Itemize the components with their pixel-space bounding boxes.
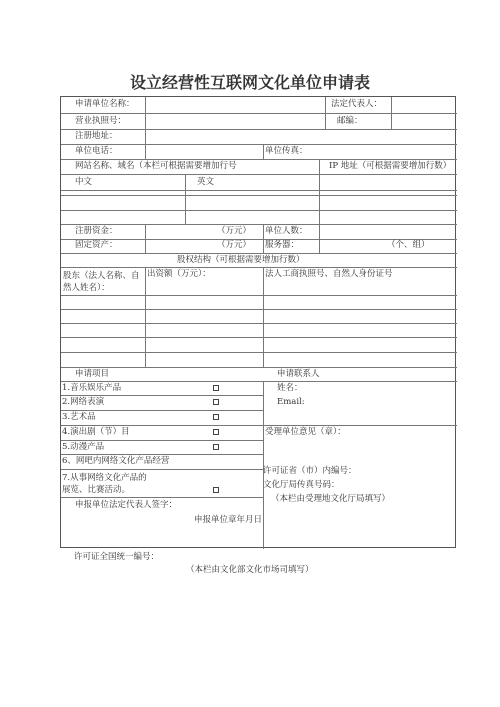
ip-label: IP 地址（可根据需要增加行数） — [329, 161, 452, 171]
shareholder-label-line1: 股东（法人名称、自 — [63, 271, 140, 281]
fill-note: （本栏由受理地文化厅局填写） — [271, 494, 391, 504]
project-item-7-line1: 7.从事网络文化产品的 — [62, 473, 147, 483]
col-divider — [319, 159, 320, 224]
col-divider — [145, 97, 146, 113]
footer-note: （本栏由文化部文化市场司填写） — [186, 565, 314, 575]
row-divider — [61, 190, 457, 191]
col-divider — [319, 224, 320, 253]
server-label: 服务器： — [265, 240, 300, 250]
project-checkbox[interactable] — [213, 429, 219, 435]
contact-email-label: Email: — [277, 397, 305, 407]
col-divider — [145, 224, 146, 253]
row-divider — [61, 144, 457, 145]
english-col-label: 英文 — [197, 177, 215, 187]
row-divider — [61, 497, 263, 498]
signature-label: 申报单位法定代表人签字： — [75, 500, 178, 510]
project-checkbox[interactable] — [213, 414, 219, 420]
contact-header: 申请联系人 — [277, 369, 320, 379]
row-divider — [61, 410, 263, 411]
reg-address-label: 注册地址： — [75, 131, 118, 141]
project-item: 3.艺术品 — [62, 412, 96, 422]
col-divider — [145, 267, 146, 367]
col-divider — [325, 97, 326, 129]
project-checkbox[interactable] — [213, 487, 219, 493]
col-divider — [145, 113, 146, 144]
row-divider — [61, 267, 457, 268]
wan-yuan-unit: （万元） — [217, 240, 252, 250]
contribution-label: 出资额（万元）： — [147, 269, 211, 279]
row-divider — [61, 129, 457, 130]
projects-header: 申请项目 — [75, 369, 110, 379]
row-divider — [61, 253, 457, 254]
row-divider — [61, 425, 457, 426]
application-form-table — [60, 96, 456, 548]
row-divider — [61, 174, 457, 175]
form-title: 设立经营性互联网文化单位申请表 — [129, 73, 370, 92]
row-divider — [61, 309, 457, 310]
business-license-label: 营业执照号： — [75, 116, 127, 126]
opinion-label: 受理单位意见（章）： — [265, 427, 346, 437]
license-id-label: 法人工商执照号、自然人身份证号 — [265, 269, 393, 279]
seal-date-label: 申报单位章年月日 — [194, 515, 263, 525]
row-divider — [61, 159, 457, 160]
row-divider — [61, 295, 457, 296]
chinese-col-label: 中文 — [75, 177, 93, 187]
contact-name-label: 姓名： — [277, 383, 303, 393]
applicant-unit-label: 申请单位名称： — [75, 99, 135, 109]
wan-yuan-unit: （万元） — [217, 226, 252, 236]
project-item-7-line2: 展览、比赛活动。 — [62, 485, 131, 495]
site-name-label: 网站名称、域名（本栏可根据需要增加行号 — [75, 161, 237, 171]
equity-title: 股权结构（可根据需要增加行数） — [177, 255, 305, 265]
project-item: 6、网吧内网络文化产品经营 — [62, 456, 170, 466]
col-divider — [263, 267, 264, 367]
row-divider — [61, 195, 457, 196]
project-item: 5.动漫产品 — [62, 442, 105, 452]
col-divider — [145, 144, 146, 159]
row-divider — [61, 337, 457, 338]
license-province-label: 许可证省（市）内编号： — [263, 466, 357, 476]
row-divider — [61, 381, 457, 382]
legal-rep-label: 法定代表人： — [331, 99, 383, 109]
project-item: 1.音乐娱乐产品 — [62, 383, 122, 393]
row-divider — [61, 352, 457, 353]
national-number-label: 许可证全国统一编号： — [74, 552, 160, 562]
fixed-assets-label: 固定资产： — [75, 240, 118, 250]
row-divider — [61, 210, 457, 211]
staff-label: 单位人数： — [265, 226, 308, 236]
server-unit: （个、组） — [387, 240, 430, 250]
col-divider — [185, 174, 186, 224]
row-divider — [61, 440, 263, 441]
project-checkbox[interactable] — [213, 385, 219, 391]
row-divider — [61, 323, 457, 324]
fax-code-label: 文化厅局传真号码： — [263, 480, 340, 490]
col-divider — [391, 97, 392, 129]
postcode-label: 邮编： — [337, 116, 363, 126]
row-divider — [61, 224, 457, 225]
fax-label: 单位传真： — [265, 146, 308, 156]
shareholder-label-line2: 然人姓名）： — [63, 283, 110, 293]
col-divider — [263, 144, 264, 159]
project-item: 2.网络表演 — [62, 397, 105, 407]
phone-label: 单位电话： — [75, 146, 118, 156]
reg-capital-label: 注册资金： — [75, 226, 118, 236]
row-divider — [61, 367, 457, 368]
col-divider — [263, 224, 264, 253]
row-divider — [61, 469, 263, 470]
row-divider — [61, 113, 457, 114]
row-divider — [61, 395, 263, 396]
row-divider — [61, 454, 263, 455]
project-item: 4.演出剧（节）目 — [62, 427, 130, 437]
project-checkbox[interactable] — [213, 399, 219, 405]
project-checkbox[interactable] — [213, 444, 219, 450]
col-divider — [263, 381, 264, 549]
